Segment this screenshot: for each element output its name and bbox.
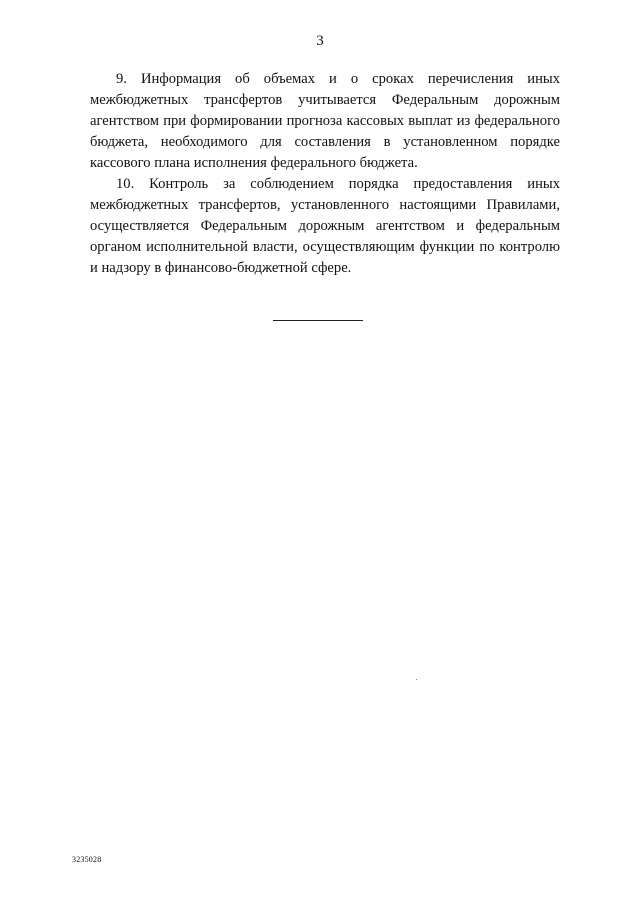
paragraph-10: 10. Контроль за соблюдением порядка предоставления иных межбюджетных трансфертов, установленного настоящими Правилами, осуществляется Федеральным дорожным агентством и федеральным органом исполнительной власти, осуществляющим функции по контролю и надзору в финансово-бюджетной сфере. bbox=[90, 176, 560, 276]
end-separator-line bbox=[273, 320, 363, 321]
paragraph-9: 9. Информация об объемах и о сроках перечисления иных межбюджетных трансфертов учитывается Федеральным дорожным агентством при формировании прогноза кассовых выплат из федерального бюджета, необходимого для составления в установленном порядке кассового плана исполнения федерального бюджета. bbox=[90, 71, 560, 171]
document-code: 3235028 bbox=[72, 855, 102, 864]
scan-artifact bbox=[416, 679, 417, 680]
page-number: 3 bbox=[316, 33, 324, 49]
document-body bbox=[90, 69, 560, 279]
